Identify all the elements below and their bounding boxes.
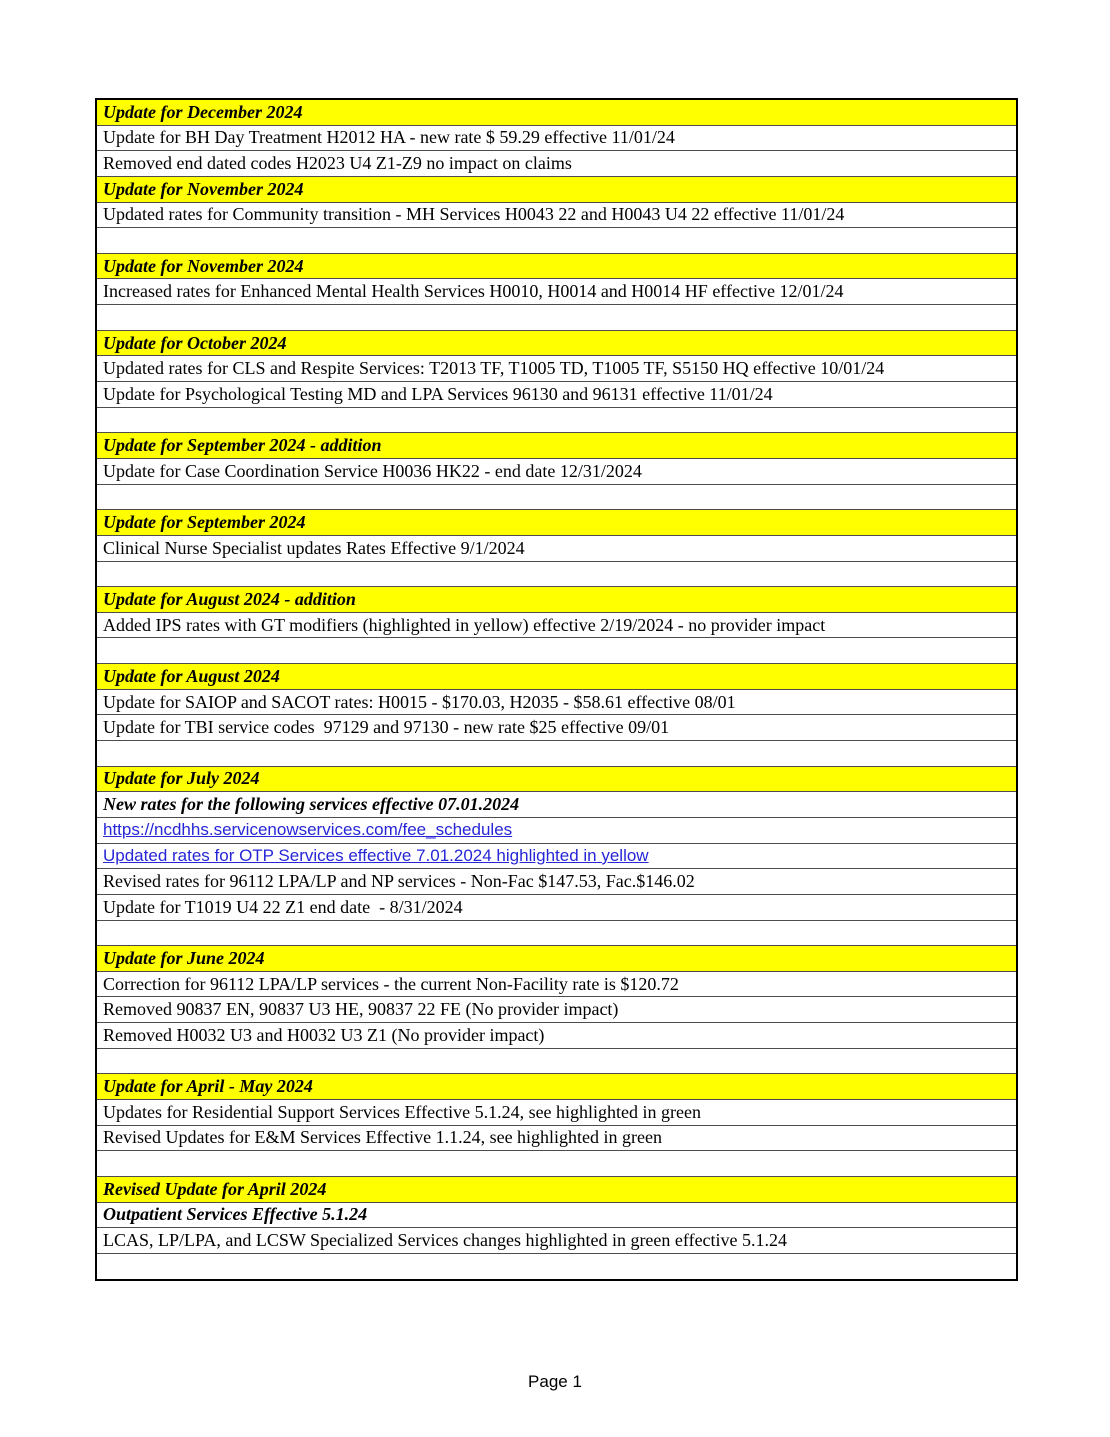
update-item-row: Removed end dated codes H2023 U4 Z1-Z9 no impact on claims bbox=[97, 151, 1016, 177]
section-header-row: Update for November 2024 bbox=[97, 177, 1016, 203]
link-row bbox=[97, 844, 1016, 870]
update-item-row: Update for Psychological Testing MD and LPA Services 96130 and 96131 effective 11/01/24 bbox=[97, 382, 1016, 408]
section-header-row: Revised Update for April 2024 bbox=[97, 1177, 1016, 1203]
update-item-row: Correction for 96112 LPA/LP services - the current Non-Facility rate is $120.72 bbox=[97, 972, 1016, 998]
section-header-row: Update for July 2024 bbox=[97, 767, 1016, 793]
spacer-row bbox=[97, 228, 1016, 254]
update-item-row: Revised Updates for E&M Services Effective 1.1.24, see highlighted in green bbox=[97, 1126, 1016, 1152]
hyperlink[interactable]: Updated rates for OTP Services effective 7.01.2024 highlighted in yellow bbox=[103, 845, 649, 865]
update-item-row: Removed H0032 U3 and H0032 U3 Z1 (No provider impact) bbox=[97, 1023, 1016, 1049]
spacer-row bbox=[97, 485, 1016, 511]
spacer-row bbox=[97, 408, 1016, 434]
update-item-row: LCAS, LP/LPA, and LCSW Specialized Services changes highlighted in green effective 5.1.24 bbox=[97, 1228, 1016, 1254]
hyperlink[interactable]: https://ncdhhs.servicenowservices.com/fee_schedules bbox=[103, 820, 513, 840]
spacer-row bbox=[97, 741, 1016, 767]
update-item-row: Update for BH Day Treatment H2012 HA - new rate $ 59.29 effective 11/01/24 bbox=[97, 126, 1016, 152]
section-header-row: Update for August 2024 - addition bbox=[97, 587, 1016, 613]
section-header-row: Update for June 2024 bbox=[97, 946, 1016, 972]
update-item-row: Updated rates for Community transition - MH Services H0043 22 and H0043 U4 22 effective 11/01/24 bbox=[97, 203, 1016, 229]
section-header-row: Update for September 2024 - addition bbox=[97, 433, 1016, 459]
update-item-row: Updates for Residential Support Services Effective 5.1.24, see highlighted in green bbox=[97, 1100, 1016, 1126]
update-item-row: Clinical Nurse Specialist updates Rates Effective 9/1/2024 bbox=[97, 536, 1016, 562]
spacer-row bbox=[97, 638, 1016, 664]
section-header-row: Update for November 2024 bbox=[97, 254, 1016, 280]
subheader-row: New rates for the following services effective 07.01.2024 bbox=[97, 792, 1016, 818]
page-number-footer: Page 1 bbox=[528, 1372, 582, 1391]
update-item-row: Update for SAIOP and SACOT rates: H0015 - $170.03, H2035 - $58.61 effective 08/01 bbox=[97, 690, 1016, 716]
section-header-row: Update for April - May 2024 bbox=[97, 1074, 1016, 1100]
section-header-row: Update for September 2024 bbox=[97, 510, 1016, 536]
section-header-row: Update for August 2024 bbox=[97, 664, 1016, 690]
update-item-row: Updated rates for CLS and Respite Services: T2013 TF, T1005 TD, T1005 TF, S5150 HQ effective 10/01/24 bbox=[97, 356, 1016, 382]
update-item-row: Revised rates for 96112 LPA/LP and NP services - Non-Fac $147.53, Fac.$146.02 bbox=[97, 869, 1016, 895]
spacer-row bbox=[97, 305, 1016, 331]
section-header-row: Update for October 2024 bbox=[97, 331, 1016, 357]
spacer-row bbox=[97, 921, 1016, 947]
update-item-row: Added IPS rates with GT modifiers (highlighted in yellow) effective 2/19/2024 - no provider impact bbox=[97, 613, 1016, 639]
update-item-row: Update for TBI service codes 97129 and 97130 - new rate $25 effective 09/01 bbox=[97, 715, 1016, 741]
section-header-row: Update for December 2024 bbox=[97, 100, 1016, 126]
update-log-table bbox=[95, 98, 1018, 1281]
spacer-row bbox=[97, 1151, 1016, 1177]
update-item-row: Removed 90837 EN, 90837 U3 HE, 90837 22 FE (No provider impact) bbox=[97, 997, 1016, 1023]
spacer-row bbox=[97, 562, 1016, 588]
subheader-row: Outpatient Services Effective 5.1.24 bbox=[97, 1203, 1016, 1229]
update-item-row: Increased rates for Enhanced Mental Health Services H0010, H0014 and H0014 HF effective 12/01/24 bbox=[97, 279, 1016, 305]
link-row bbox=[97, 818, 1016, 844]
spacer-row bbox=[97, 1049, 1016, 1075]
update-item-row: Update for Case Coordination Service H0036 HK22 - end date 12/31/2024 bbox=[97, 459, 1016, 485]
spacer-row bbox=[97, 1254, 1016, 1280]
update-item-row: Update for T1019 U4 22 Z1 end date - 8/31/2024 bbox=[97, 895, 1016, 921]
